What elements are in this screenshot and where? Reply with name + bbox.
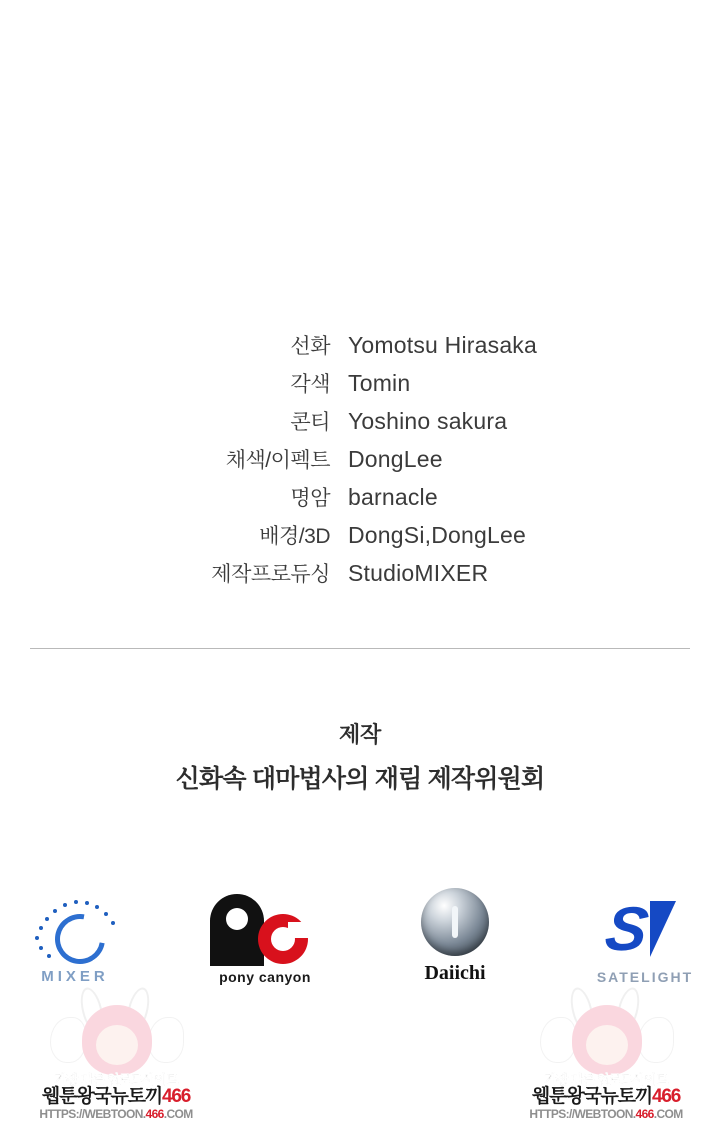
logo-satelight — [580, 875, 710, 985]
credit-row — [0, 482, 720, 512]
credit-name: DongSi,DongLee — [348, 522, 526, 548]
watermark-left — [26, 991, 206, 1121]
credit-row — [0, 444, 720, 474]
logo-daiichi — [390, 875, 520, 985]
credit-name: DongLee — [348, 446, 443, 472]
production-block — [0, 718, 720, 795]
credit-role: 각색 — [290, 373, 330, 396]
credit-role: 채색/이펙트 — [225, 449, 330, 472]
mixer-wordmark: MIXER — [41, 968, 109, 985]
credit-role: 배경/3D — [259, 525, 330, 548]
watermark-url-number: 466 — [145, 1107, 164, 1122]
watermark-url-number: 466 — [635, 1107, 654, 1122]
production-label: 제작 — [339, 722, 381, 747]
watermark-line-2 — [26, 1087, 206, 1107]
logo-mixer — [10, 875, 140, 985]
satelight-wordmark: SATELIGHT — [596, 969, 694, 985]
credit-name: Yomotsu Hirasaka — [348, 332, 537, 358]
daiichi-wordmark: Daiichi — [424, 962, 486, 984]
watermark-text — [26, 1073, 206, 1121]
credit-role: 콘티 — [290, 411, 330, 434]
credit-row — [0, 520, 720, 550]
watermark-url-head: HTTPS://WEBTOON. — [529, 1107, 636, 1122]
credit-role: 선화 — [290, 335, 330, 358]
credit-row — [0, 406, 720, 436]
watermark-site-number: 466 — [651, 1086, 681, 1108]
credit-row — [0, 368, 720, 398]
credit-name: barnacle — [348, 484, 438, 510]
credits-list — [0, 330, 720, 596]
watermark-text — [516, 1073, 696, 1121]
section-divider — [30, 648, 690, 649]
watermark-site-number: 466 — [161, 1086, 191, 1108]
watermark-url-head: HTTPS://WEBTOON. — [39, 1107, 146, 1122]
watermark-line-1: 가장 빠른 업로드사이트 — [54, 1071, 178, 1087]
mixer-circle-icon — [27, 896, 123, 966]
credit-name: StudioMIXER — [348, 560, 489, 586]
watermark-line-3 — [26, 1108, 206, 1121]
credit-name: Yoshino sakura — [348, 408, 508, 434]
credit-role: 명암 — [290, 487, 330, 510]
watermark-line-3 — [516, 1108, 696, 1121]
watermark-site-name: 웹툰왕국뉴토끼 — [531, 1086, 652, 1108]
credit-name: Tomin — [348, 370, 411, 396]
logo-pony-canyon — [200, 875, 330, 985]
watermark-right — [516, 991, 696, 1121]
logo-row — [0, 875, 720, 985]
credit-row — [0, 330, 720, 360]
watermark-line-2 — [516, 1087, 696, 1107]
watermark-url-tail: .COM — [653, 1107, 683, 1122]
pony-canyon-wordmark: pony canyon — [219, 969, 311, 985]
satelight-icon: S — [600, 897, 690, 967]
watermark-site-name: 웹툰왕국뉴토끼 — [41, 1086, 162, 1108]
pony-canyon-icon — [210, 894, 320, 966]
credit-row — [0, 558, 720, 588]
watermark-line-1: 가장 빠른 업로드사이트 — [544, 1071, 668, 1087]
watermark-url-tail: .COM — [163, 1107, 193, 1122]
credit-role: 제작프로듀싱 — [211, 563, 330, 586]
production-committee: 신화속 대마법사의 재림 제작위원회 — [175, 765, 545, 793]
daiichi-sphere-icon — [421, 888, 489, 956]
